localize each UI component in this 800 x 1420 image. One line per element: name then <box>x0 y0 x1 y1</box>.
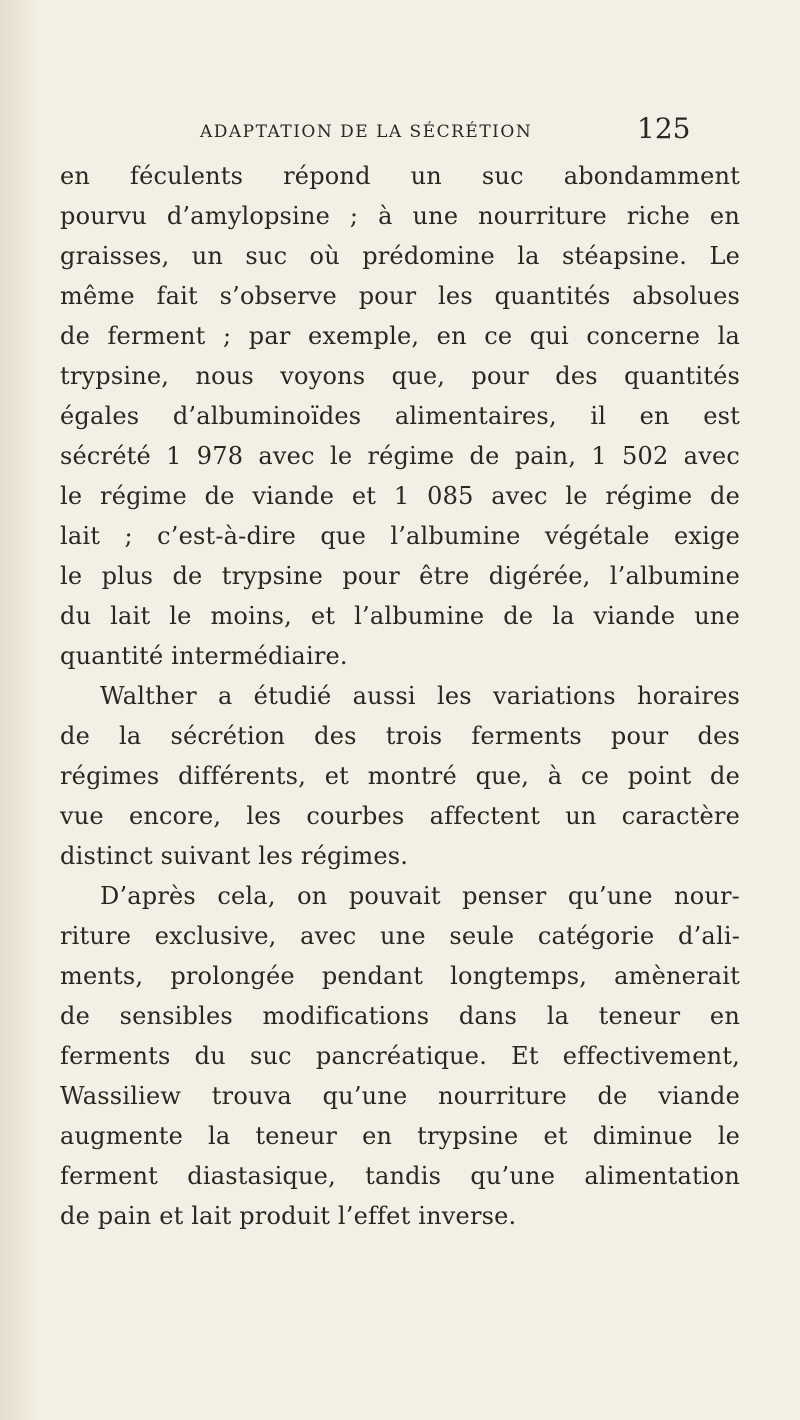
text-line: en féculents répond un suc abondamment <box>60 162 740 190</box>
text-line: de sensibles modifications dans la teneur en <box>60 1002 740 1030</box>
text-line: quantité intermédiaire. <box>60 642 348 670</box>
text-line: pourvu d’amylopsine ; à une nourriture riche en <box>60 202 740 230</box>
text-line: de ferment ; par exemple, en ce qui concerne la <box>60 322 740 350</box>
text-line: le régime de viande et 1 085 avec le régime de <box>60 482 740 510</box>
text-line: du lait le moins, et l’albumine de la viande une <box>60 602 740 630</box>
running-title: ADAPTATION DE LA SÉCRÉTION <box>200 122 533 142</box>
page-number: 125 <box>637 112 691 145</box>
text-line: Walther a étudié aussi les variations horaires <box>100 682 740 710</box>
text-line: Wassiliew trouva qu’une nourriture de viande <box>60 1082 740 1110</box>
text-line: vue encore, les courbes affectent un caractère <box>60 802 740 830</box>
text-line: lait ; c’est-à-dire que l’albumine végétale exige <box>60 522 740 550</box>
text-line: D’après cela, on pouvait penser qu’une nour- <box>100 882 740 910</box>
text-line: de la sécrétion des trois ferments pour des <box>60 722 740 750</box>
text-line: régimes différents, et montré que, à ce point de <box>60 762 740 790</box>
text-line: distinct suivant les régimes. <box>60 842 409 870</box>
text-line: ferment diastasique, tandis qu’une alimentation <box>60 1162 740 1190</box>
text-line: graisses, un suc où prédomine la stéapsine. Le <box>60 242 740 270</box>
text-line: riture exclusive, avec une seule catégorie d’ali- <box>60 922 740 950</box>
text-line: même fait s’observe pour les quantités absolues <box>60 282 740 310</box>
text-line: sécrété 1 978 avec le régime de pain, 1 502 avec <box>60 442 740 470</box>
page-header <box>0 112 800 152</box>
text-line: ments, prolongée pendant longtemps, amènerait <box>60 962 740 990</box>
text-line: augmente la teneur en trypsine et diminue le <box>60 1122 740 1150</box>
text-line: égales d’albuminoïdes alimentaires, il en est <box>60 402 740 430</box>
text-line: trypsine, nous voyons que, pour des quantités <box>60 362 740 390</box>
text-line: de pain et lait produit l’effet inverse. <box>60 1202 517 1230</box>
body-text <box>60 156 740 1236</box>
text-line: ferments du suc pancréatique. Et effectivement, <box>60 1042 740 1070</box>
text-line: le plus de trypsine pour être digérée, l’albumine <box>60 562 740 590</box>
